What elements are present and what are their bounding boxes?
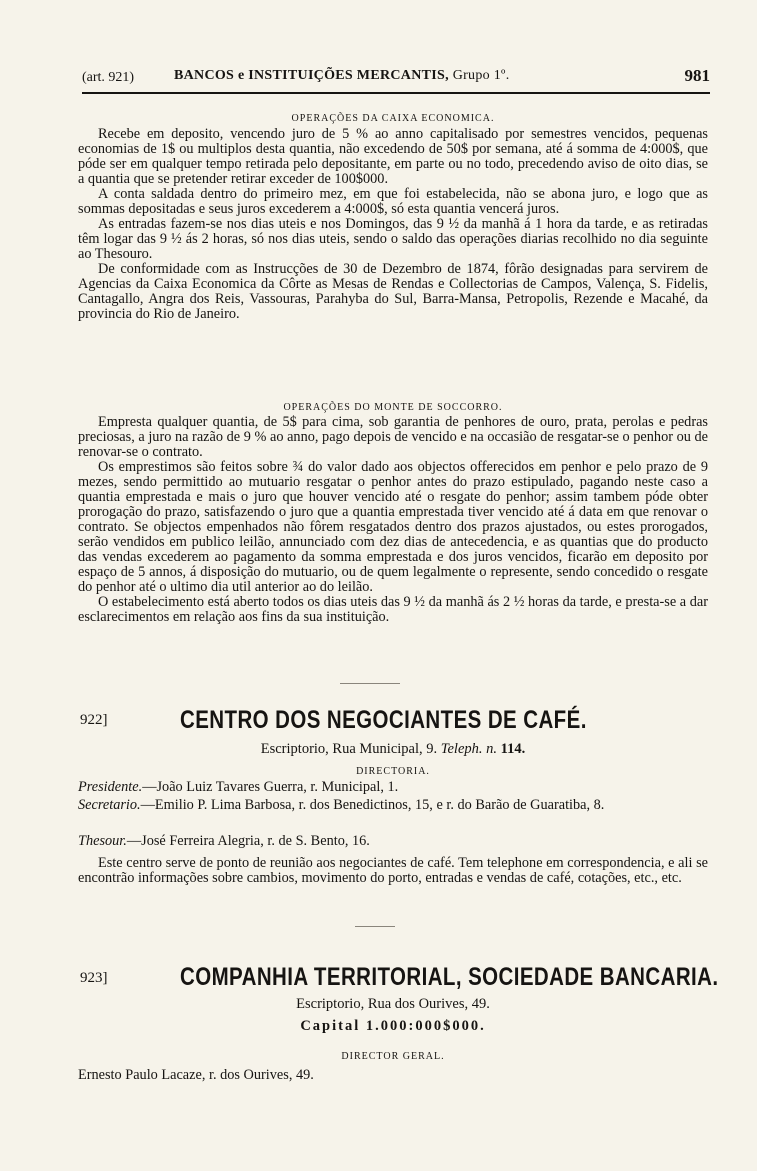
role-thesoureiro: Thesour. — [78, 833, 127, 849]
director-heading: DIRECTOR GERAL. — [341, 1051, 445, 1062]
entry-923-address: Escriptorio, Rua dos Ourives, 49. — [296, 996, 490, 1012]
running-title-text: BANCOS e INSTITUIÇÕES MERCANTIS, — [174, 68, 449, 83]
role-presidente: Presidente. — [78, 779, 143, 795]
entry-923-number: 923] — [80, 970, 108, 986]
person-thesoureiro-text: —José Ferreira Alegria, r. de S. Bento, 16. — [126, 833, 370, 849]
person-presidente-text: —João Luiz Tavares Guerra, r. Municipal, 1. — [142, 779, 399, 795]
monte-paragraph-3: O estabelecimento está aberto todos os dias uteis das 9 ½ da manhã ás 2 ½ horas da tarde, e presta-se a dar esclarecimentos em relação aos fins da sua instituição. — [78, 594, 708, 625]
entry-922-teleph-label: Teleph. n. — [440, 741, 498, 757]
monte-body — [78, 415, 708, 625]
caixa-heading: OPERAÇÕES DA CAIXA ECONOMICA. — [291, 113, 495, 124]
entry-923-title: COMPANHIA TERRITORIAL, SOCIEDADE BANCARIA. — [180, 963, 719, 991]
caixa-paragraph-4: De conformidade com as Instrucções de 30 de Dezembro de 1874, fôrão designadas para servirem de Agencias da Caixa Economica da Côrte as Mesas de Rendas e Collectorias de Campos, Valença, S. Fidelis, Cantagallo, Angra dos Reis, Vassouras, Parahyba do Sul, Barra-Mansa, Petropolis, Rezende e Macahé, da provincia do Rio de Janeiro. — [78, 261, 708, 322]
section-divider — [340, 683, 400, 684]
entry-922-number: 922] — [80, 712, 108, 728]
role-secretario: Secretario. — [78, 797, 141, 813]
article-reference: (art. 921) — [82, 70, 135, 85]
entry-922-address: Escriptorio, Rua Municipal, 9. — [260, 741, 438, 757]
running-title — [174, 68, 510, 84]
group-label: Grupo 1º. — [452, 68, 510, 83]
monte-paragraph-1: Empresta qualquer quantia, de 5$ para cima, sob garantia de penhores de ouro, prata, perolas e pedras preciosas, a juro na razão de 9 % ao anno, pago depois de vencido e na occasião de resgatar-se o penhor ou de renovar-se o contrato. — [78, 414, 708, 460]
caixa-paragraph-1: Recebe em deposito, vencendo juro de 5 % ao anno capitalisado por semestres vencidos, pequenas economias de 1$ ou multiplos desta quantia, não excedendo de 50$ por semana, até á somma de 4:000$, que póde ser em qualquer tempo retirada pelo depositante, em parte ou no todo, precedendo aviso de oito dias, se a quantia que se pretender retirar exceder de 100$000. — [78, 126, 708, 187]
page-header — [82, 66, 710, 94]
person-presidente — [78, 779, 718, 795]
person-secretario-text: —Emilio P. Lima Barbosa, r. dos Benedictinos, 15, e r. do Barão de Guaratiba, 8. — [140, 797, 605, 813]
entry-922-description-block — [78, 856, 708, 886]
caixa-paragraph-2: A conta saldada dentro do primeiro mez, em que foi estabelecida, não se abona juro, e logo que as sommas depositadas e seus juros excederem a 4:000$, só esta quantia vencerá juros. — [78, 186, 708, 217]
person-secretario — [78, 797, 706, 813]
entry-divider — [355, 926, 395, 927]
entry-922-teleph-number: 114. — [500, 741, 526, 757]
caixa-body — [78, 127, 708, 322]
monte-heading: OPERAÇÕES DO MONTE DE SOCCORRO. — [283, 402, 503, 413]
person-thesoureiro — [78, 833, 718, 849]
directoria-heading: DIRECTORIA. — [356, 766, 430, 777]
director-name: Ernesto Paulo Lacaze, r. dos Ourives, 49. — [78, 1067, 314, 1083]
entry-922-title: CENTRO DOS NEGOCIANTES DE CAFÉ. — [180, 706, 587, 734]
caixa-paragraph-3: As entradas fazem-se nos dias uteis e nos Domingos, das 9 ½ da manhã á 1 hora da tarde, e as retiradas têm logar das 9 ½ ás 2 horas, só nos dias uteis, sendo o saldo das operações diarias recolhido no dia seguinte ao Thesouro. — [78, 216, 708, 262]
entry-922-address-line — [78, 741, 708, 758]
monte-paragraph-2: Os emprestimos são feitos sobre ¾ do valor dado aos objectos offerecidos em penhor e pelo prazo de 9 mezes, sendo permittido ao mutuario resgatar o penhor antes do prazo estipulado, pagando neste caso a quantia emprestada e mais o juro que houver vencido até o resgate do penhor; assim tambem póde obter prorogação do prazo, satisfazendo o juro que a quantia emprestada tiver vencido até á data em que renovar o contrato. Se objectos empenhados não fôrem resgatados dentro dos prazos ajustados, ou estes prorogados, serão vendidos em publico leilão, annunciado com dez dias de antecedencia, e as quantias que do producto das vendas excederem ao pagamento da somma emprestada e dos juros vencidos, ficarão em deposito por espaço de 5 annos, á disposição do mutuario, ou de quem legalmente o represente, sendo concedido o resgate do penhor até o ultimo dia util anterior ao do leilão. — [78, 459, 708, 595]
page-number: 981 — [684, 66, 710, 85]
entry-923-capital: Capital 1.000:000$000. — [300, 1018, 486, 1034]
entry-922-description: Este centro serve de ponto de reunião aos negociantes de café. Tem telephone em correspondencia, e ali se encontrão informações sobre cambios, movimento do porto, entradas e vendas de café, cotações, etc., etc. — [78, 855, 708, 886]
